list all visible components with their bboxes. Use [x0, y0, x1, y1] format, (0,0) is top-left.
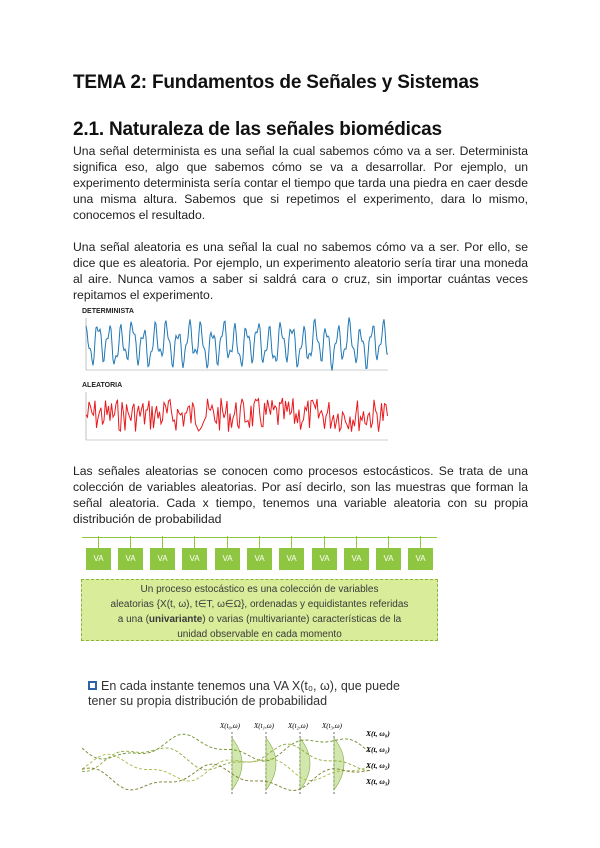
va-box: VA — [118, 548, 143, 570]
realization-path — [82, 764, 370, 790]
section-title: 2.1. Naturaleza de las señales biomédicas — [73, 119, 442, 140]
realizations-plot — [82, 718, 402, 796]
box-line-4: unidad observable en cada momento — [177, 629, 342, 640]
realization-path — [82, 734, 370, 761]
paragraph-procesos: Las señales aleatorias se conocen como procesos estocásticos. Se trata de una colección de variables aleatorias. Por así decirlo, son las muestras que forman la señal aleatoria. Cada x tiempo, tenemos una variable aleatoria con su propia distribución de probabilidad — [73, 464, 528, 526]
va-arrow — [98, 536, 99, 548]
va-arrow — [130, 536, 131, 548]
square-bullet-icon — [88, 681, 97, 690]
va-arrow — [162, 536, 163, 548]
va-arrow — [227, 536, 228, 548]
determinista-signal — [86, 317, 388, 370]
va-box: VA — [150, 548, 175, 570]
va-box: VA — [279, 548, 304, 570]
label-aleatoria: ALEATORIA — [82, 382, 123, 389]
right-label: X(t, ω₃) — [366, 777, 390, 786]
va-arrow — [194, 536, 195, 548]
density-shape — [232, 738, 242, 790]
top-label: X(t₁,ω) — [254, 722, 275, 730]
va-arrow — [259, 536, 260, 548]
density-shape — [300, 738, 310, 790]
va-sequence — [82, 536, 437, 576]
va-box: VA — [376, 548, 401, 570]
page-heading: TEMA 2: Fundamentos de Señales y Sistemas — [73, 72, 480, 93]
right-label: X(t, ω₀) — [366, 729, 390, 738]
va-box: VA — [215, 548, 240, 570]
va-box: VA — [247, 548, 272, 570]
box-line-3: a una (univariante) o varias (multivariante) características de la — [117, 614, 402, 625]
label-determinista: DETERMINISTA — [82, 308, 134, 315]
va-arrow — [388, 536, 389, 548]
top-label: X(t₃,ω) — [322, 722, 343, 730]
va-box: VA — [312, 548, 337, 570]
instant-va-bullet: En cada instante tenemos una VA X(t₀, ω), que puede tener su propia distribución de probabilidad — [88, 679, 400, 708]
top-label: X(t₀,ω) — [220, 722, 241, 730]
density-shape — [334, 738, 344, 790]
right-label: X(t, ω₂) — [366, 761, 390, 770]
va-box: VA — [408, 548, 433, 570]
va-box: VA — [182, 548, 207, 570]
va-box: VA — [344, 548, 369, 570]
va-arrow — [291, 536, 292, 548]
va-arrow — [420, 536, 421, 548]
realization-path — [82, 754, 370, 781]
top-label: X(t₂,ω) — [288, 722, 309, 730]
determinista-plot — [78, 316, 398, 380]
stochastic-definition-box — [81, 579, 438, 641]
box-line-1: Un proceso estocástico es una colección de variables — [140, 584, 379, 595]
va-box: VA — [86, 548, 111, 570]
signal-figure — [78, 306, 398, 446]
realization-path — [82, 744, 370, 771]
aleatoria-plot — [78, 390, 398, 446]
va-arrow — [356, 536, 357, 548]
va-arrow — [324, 536, 325, 548]
box-line-2: aleatorias {X(t, ω), t∈T, ω∈Ω}, ordenadas y equidistantes referidas — [110, 599, 409, 610]
paragraph-determinista: Una señal determinista es una señal la cual sabemos cómo va a ser. Determinista significa eso, algo que sabemos cómo se va a desarrollar. Por ejemplo, un experimento determinista sería contar el tiempo que tarda una piedra en caer desde una misma altura. Sabemos que si repetimos el experimento, dara lo mismo, conocemos el resultado. — [73, 144, 528, 222]
aleatoria-signal — [86, 398, 388, 432]
right-label: X(t, ω₁) — [366, 745, 390, 754]
paragraph-aleatoria: Una señal aleatoria es una señal la cual no sabemos cómo va a ser. Por ello, se dice que es aleatoria. Por ejemplo, un experimento aleatorio sería tirar una moneda al aire. Nunca vamos a saber si saldrá cara o cruz, sin importar cuántas veces repitamos el experimento. — [73, 240, 528, 302]
